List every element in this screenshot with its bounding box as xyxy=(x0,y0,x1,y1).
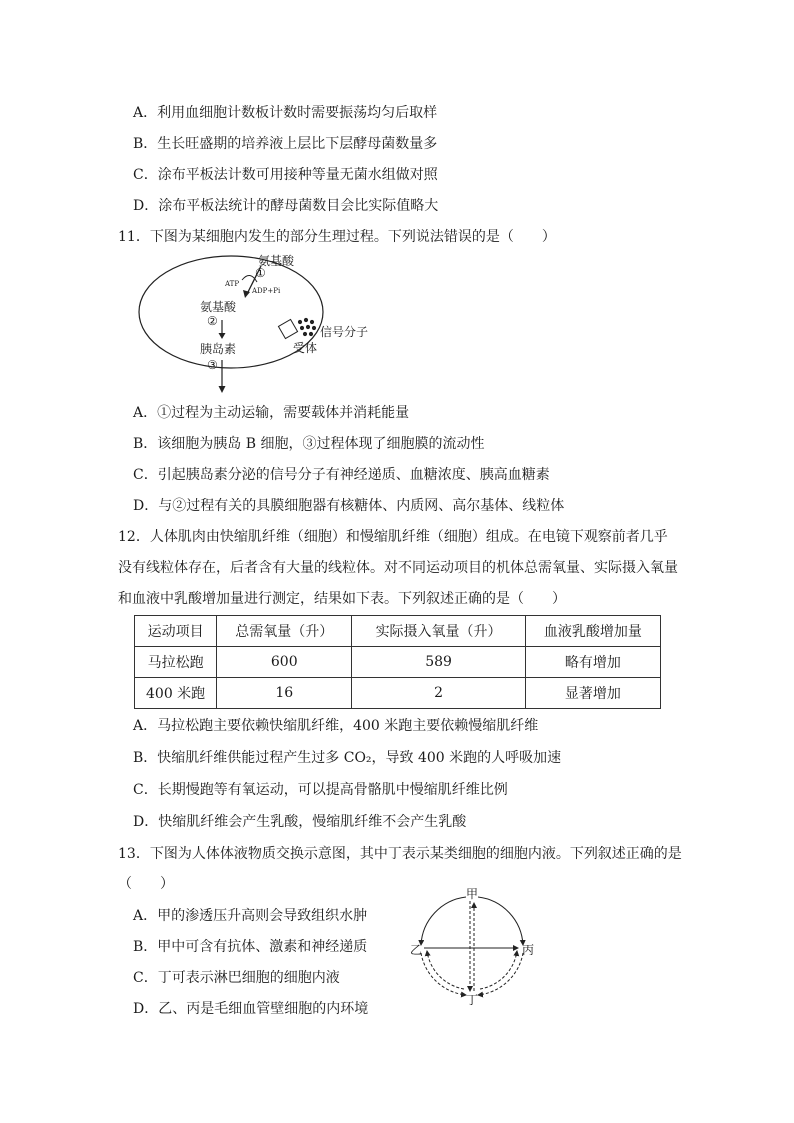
table-row xyxy=(135,647,661,678)
arc-bottom-left-inner xyxy=(427,951,464,989)
label-insulin: 胰岛素 xyxy=(200,342,237,356)
table-cell: 400 米跑 xyxy=(135,678,217,709)
q12-option-a: A．马拉松跑主要依赖快缩肌纤维，400 米跑主要依赖慢缩肌纤维 xyxy=(133,718,539,734)
q11-stem: 11．下图为某细胞内发生的部分生理过程。下列说法错误的是（ ） xyxy=(118,229,556,245)
label-amino-acid-outside: 氨基酸 xyxy=(258,254,295,268)
signal-molecules xyxy=(298,318,316,336)
q12-results-table xyxy=(134,615,661,709)
arrow-step2-head xyxy=(219,333,226,339)
q11-option-a: A．①过程为主动运输，需要载体并消耗能量 xyxy=(133,405,410,421)
label-step3: ③ xyxy=(207,358,218,372)
label-step1: ① xyxy=(255,266,266,280)
q12-option-b: B．快缩肌纤维供能过程产生过多 CO₂，导致 400 米跑的人呼吸加速 xyxy=(133,750,562,766)
q13-stem-line2: （ ） xyxy=(118,876,174,892)
q13-option-c: C．丁可表示淋巴细胞的细胞内液 xyxy=(133,970,340,986)
label-yi: 乙 xyxy=(410,943,423,957)
label-adp-pi: ADP+Pi xyxy=(252,287,281,295)
table-cell: 2 xyxy=(352,678,525,709)
label-jia: 甲 xyxy=(466,887,479,901)
q13-option-d: D．乙、丙是毛细血管壁细胞的内环境 xyxy=(133,1001,369,1017)
q10-option-b: B．生长旺盛期的培养液上层比下层酵母菌数量多 xyxy=(133,136,438,152)
label-bing: 丙 xyxy=(522,943,535,957)
q11-option-d: D．与②过程有关的具膜细胞器有核糖体、内质网、高尔基体、线粒体 xyxy=(133,498,565,514)
q13-option-b: B．甲中可含有抗体、激素和神经递质 xyxy=(133,939,368,955)
q11-option-c: C．引起胰岛素分泌的信号分子有神经递质、血糖浓度、胰高血糖素 xyxy=(133,467,550,483)
q13-fluid-exchange-diagram xyxy=(410,885,535,1005)
arrow-step3-head xyxy=(219,386,226,393)
q10-option-d: D．涂布平板法统计的酵母菌数目会比实际值略大 xyxy=(133,198,439,214)
table-header-row xyxy=(135,616,661,647)
table-cell: 显著增加 xyxy=(525,678,660,709)
table-cell: 600 xyxy=(217,647,352,678)
q12-option-d: D．快缩肌纤维会产生乳酸，慢缩肌纤维不会产生乳酸 xyxy=(133,814,467,830)
label-signal-molecule: 信号分子 xyxy=(320,325,369,339)
label-step2: ② xyxy=(207,314,218,328)
q10-option-c: C．涂布平板法计数可用接种等量无菌水组做对照 xyxy=(133,167,438,183)
label-atp: ATP xyxy=(225,280,240,288)
table-cell: 略有增加 xyxy=(525,647,660,678)
label-ding: 丁 xyxy=(466,993,479,1007)
receptor-box xyxy=(278,319,297,338)
fluid-diagram-svg xyxy=(410,885,535,1005)
table-cell: 16 xyxy=(217,678,352,709)
table-header-cell: 实际摄入氧量（升） xyxy=(352,616,525,647)
q10-option-a: A．利用血细胞计数板计数时需要振荡均匀后取样 xyxy=(133,105,438,121)
q13-option-a: A．甲的渗透压升高则会导致组织水肿 xyxy=(133,908,368,924)
table-row xyxy=(135,678,661,709)
table-cell: 马拉松跑 xyxy=(135,647,217,678)
arc-top-right xyxy=(478,897,523,945)
table-cell: 589 xyxy=(352,647,525,678)
q12-stem-line2: 没有线粒体存在，后者含有大量的线粒体。对不同运动项目的机体总需氧量、实际摄入氧量 xyxy=(118,560,678,576)
arc-bottom-right-inner xyxy=(480,951,517,989)
q12-stem-line1: 12．人体肌肉由快缩肌纤维（细胞）和慢缩肌纤维（细胞）组成。在电镜下观察前者几乎 xyxy=(118,529,668,545)
label-amino-acid-inside: 氨基酸 xyxy=(200,300,237,314)
arc-bottom-right-outer xyxy=(478,953,523,995)
arc-bottom-left-outer xyxy=(421,953,466,995)
q12-option-c: C．长期慢跑等有氧运动，可以提高骨骼肌中慢缩肌纤维比例 xyxy=(133,782,508,798)
table-header-cell: 运动项目 xyxy=(135,616,217,647)
arc-top-left xyxy=(421,897,466,945)
q12-stem-line3: 和血液中乳酸增加量进行测定，结果如下表。下列叙述正确的是（ ） xyxy=(118,591,566,607)
q13-stem-line1: 13．下图为人体体液物质交换示意图，其中丁表示某类细胞的细胞内液。下列叙述正确的是 xyxy=(118,846,682,862)
q11-option-b: B．该细胞为胰岛 B 细胞，③过程体现了细胞膜的流动性 xyxy=(133,436,485,452)
table-header-cell: 总需氧量（升） xyxy=(217,616,352,647)
label-receptor: 受体 xyxy=(293,341,318,355)
table-header-cell: 血液乳酸增加量 xyxy=(525,616,660,647)
q11-cell-diagram xyxy=(130,250,390,400)
